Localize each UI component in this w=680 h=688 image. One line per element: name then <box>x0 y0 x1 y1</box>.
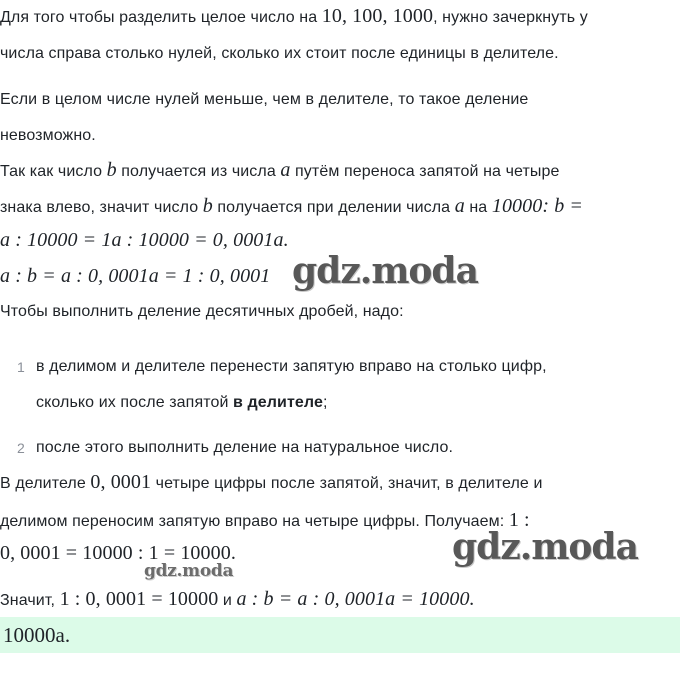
text: четыре цифры после запятой, значит, в делителе и <box>151 475 543 492</box>
math-divisors: 10, 100, 1000 <box>321 5 434 27</box>
math-var-a: a <box>454 195 465 217</box>
answer-math: 10000a. <box>3 623 71 647</box>
paragraph-divisor-line-1 <box>0 472 543 494</box>
text: ; <box>322 394 328 411</box>
math-expression: 1 : 0, 0001 = 10000 <box>59 588 219 610</box>
paragraph-rule-line-1 <box>0 6 588 28</box>
text: на <box>464 199 492 216</box>
list-item-1-line-2 <box>36 393 328 413</box>
text: невозможно. <box>0 127 96 144</box>
text: , нужно зачеркнуть у <box>433 9 588 26</box>
text: Если в целом числе нулей меньше, чем в делителе, то такое деление <box>0 91 529 108</box>
paragraph-b-from-a-line-2 <box>0 196 583 218</box>
list-number-1: 1 <box>17 359 25 375</box>
math-expression: a : 10000 = 1a : 10000 = 0, 0001a. <box>0 229 289 251</box>
paragraph-decimal-division-intro <box>0 302 404 322</box>
answer-value <box>3 623 70 647</box>
paragraph-divisor-line-2 <box>0 510 530 532</box>
answer-box <box>0 617 680 653</box>
watermark-logo: gdz.moda <box>452 526 638 568</box>
math-line-a-div-b <box>0 266 270 288</box>
math-var-a: a <box>280 159 291 181</box>
text: Значит, <box>0 592 60 609</box>
text: знака влево, значит число <box>0 199 203 216</box>
text: и <box>218 592 237 609</box>
list-number-2: 2 <box>17 440 25 456</box>
math-var-b: b <box>202 195 213 217</box>
math-var-b: b <box>106 159 117 181</box>
paragraph-b-from-a-line-1 <box>0 160 560 182</box>
text: В делителе <box>0 475 91 492</box>
math-expression: a : b = a : 0, 0001a = 10000. <box>236 588 475 610</box>
text: Для того чтобы разделить целое число на <box>0 9 322 26</box>
paragraph-impossible-line-1 <box>0 90 528 110</box>
text: после этого выполнить деление на натуральное число. <box>36 439 454 456</box>
math-line-b-equals <box>0 230 289 252</box>
list-item-1-line-1 <box>36 357 547 377</box>
text: Так как число <box>0 163 107 180</box>
text: получается при делении числа <box>212 199 455 216</box>
text: получается из числа <box>116 163 281 180</box>
math-expression: 1 : <box>508 509 530 531</box>
math-expression: 10000: b = <box>491 195 583 217</box>
math-expression: a : b = a : 0, 0001a = 1 : 0, 0001 <box>0 265 271 287</box>
text: числа справа столько нулей, сколько их стоит после единицы в делителе. <box>0 45 559 62</box>
paragraph-conclusion <box>0 589 475 611</box>
watermark-logo-small: gdz.moda <box>144 561 234 581</box>
text: путём переноса запятой на четыре <box>290 163 560 180</box>
math-divisor: 0, 0001 <box>90 471 152 493</box>
text: делимом переносим запятую вправо на четыре цифры. Получаем: <box>0 513 509 530</box>
text: Чтобы выполнить деление десятичных дробей, надо: <box>0 303 404 320</box>
paragraph-impossible-line-2 <box>0 126 96 146</box>
text: сколько их после запятой <box>36 394 234 411</box>
math-expression: 0, 0001 = 10000 : 1 = 10000. <box>0 542 236 564</box>
paragraph-rule-line-2 <box>0 44 559 64</box>
bold-text: в делителе <box>233 394 323 411</box>
list-item-2 <box>36 438 453 458</box>
text: в делимом и делителе перенести запятую вправо на столько цифр, <box>36 358 547 375</box>
watermark-logo: gdz.moda <box>292 250 478 292</box>
